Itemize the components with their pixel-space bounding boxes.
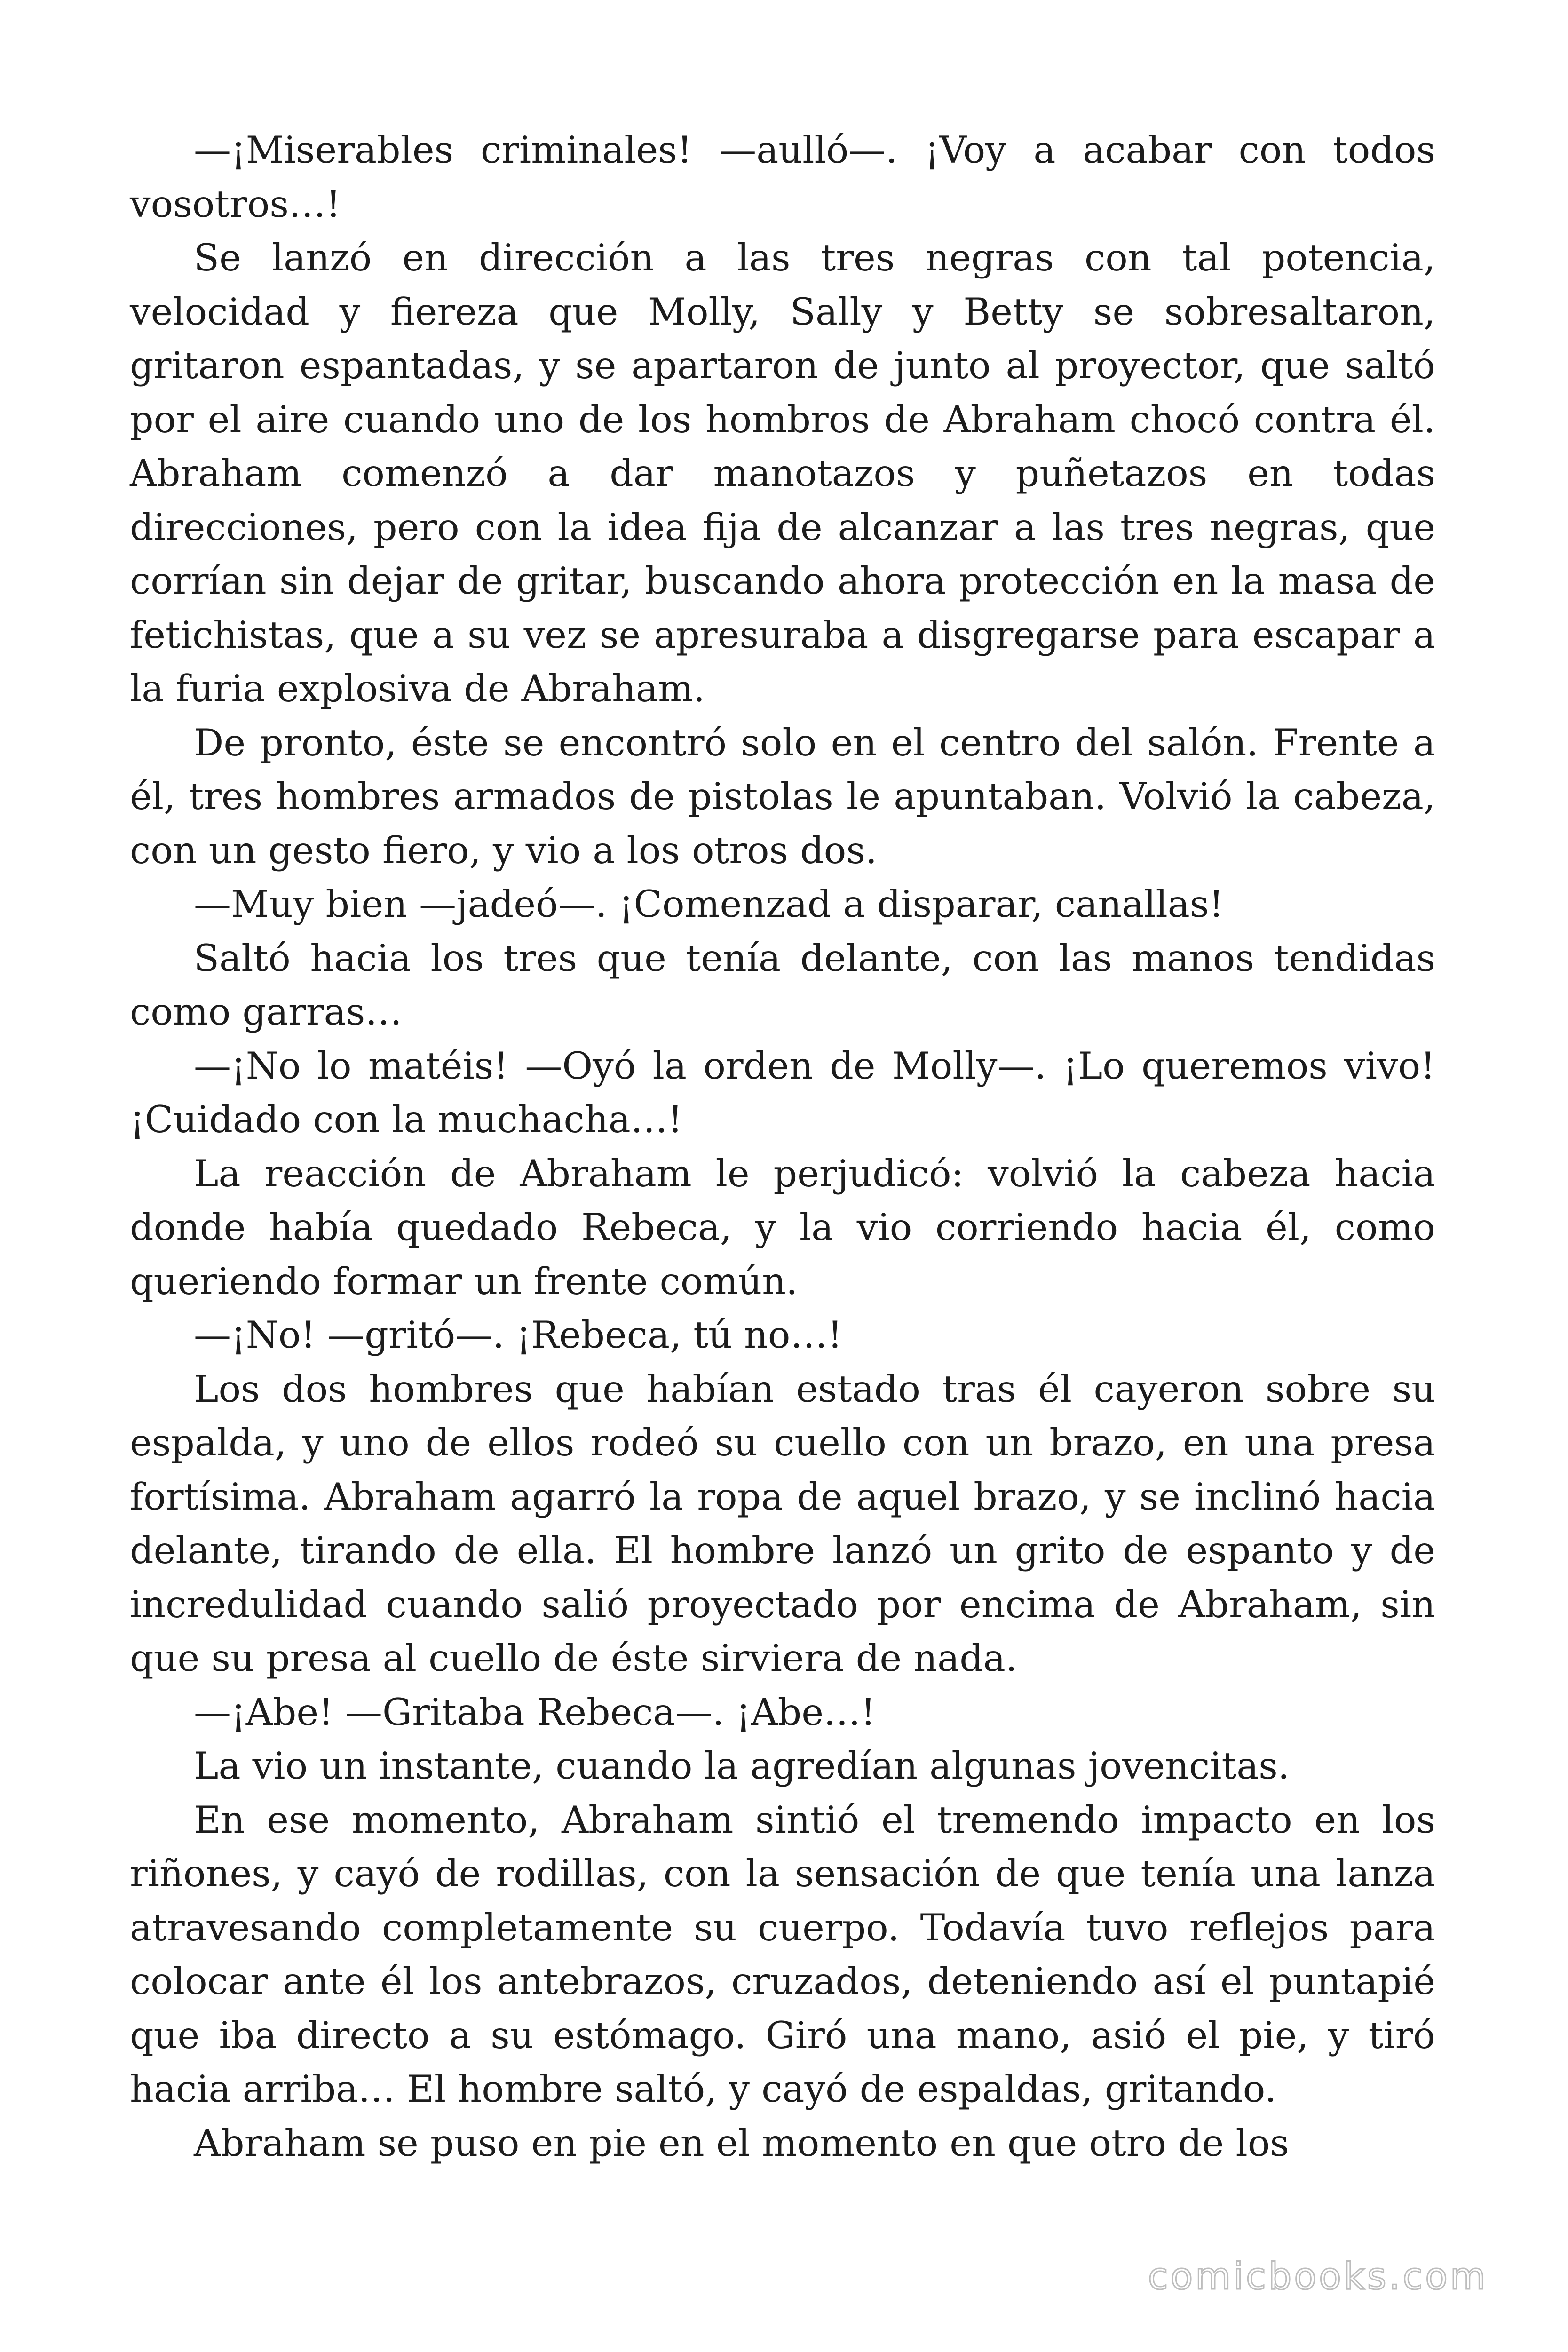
paragraph-3: De pronto, éste se encontró solo en el centro del salón. Frente a él, tres hombres armados de pistolas le apuntaban. Volvió la cabeza, con un gesto fiero, y vio a los otros dos.: [130, 721, 1435, 872]
paragraph-12: En ese momento, Abraham sintió el tremendo impacto en los riñones, y cayó de rodillas, con la sensación de que tenía una lanza atravesando completamente su cuerpo. Todavía tuvo reflejos para colocar ante él los antebrazos, cruzados, deteniendo así el puntapié que iba directo a su estómago. Giró una mano, asió el pie, y tiró hacia arriba… El hombre saltó, y cayó de espaldas, gritando.: [130, 1798, 1435, 2111]
paragraph-7: La reacción de Abraham le perjudicó: volvió la cabeza hacia donde había quedado Rebeca, y la vio corriendo hacia él, como queriendo formar un frente común.: [130, 1152, 1435, 1303]
paragraph-10: —¡Abe! —Gritaba Rebeca—. ¡Abe…!: [194, 1690, 876, 1734]
paragraph-11: La vio un instante, cuando la agredían algunas jovencitas.: [194, 1744, 1290, 1788]
paragraph-4: —Muy bien —jadeó—. ¡Comenzad a disparar, canallas!: [194, 882, 1224, 926]
paragraph-1: —¡Miserables criminales! —aulló—. ¡Voy a acabar con todos vosotros…!: [130, 128, 1435, 226]
body-text: [130, 123, 1435, 2170]
paragraph-8: —¡No! —gritó—. ¡Rebeca, tú no…!: [194, 1313, 843, 1357]
paragraph-5: Saltó hacia los tres que tenía delante, con las manos tendidas como garras…: [130, 936, 1435, 1033]
watermark: comicbooks.com: [1148, 2256, 1488, 2298]
paragraph-2: Se lanzó en dirección a las tres negras con tal potencia, velocidad y fiereza que Molly, Sally y Betty se sobresaltaron, gritaron espantadas, y se apartaron de junto al proyector, que saltó por el aire cuando uno de los hombros de Abraham chocó contra él. Abraham comenzó a dar manotazos y puñetazos en todas direcciones, pero con la idea fija de alcanzar a las tres negras, que corrían sin dejar de gritar, buscando ahora protección en la masa de fetichistas, que a su vez se apresuraba a disgregarse para escapar a la furia explosiva de Abraham.: [130, 236, 1435, 710]
paragraph-6: —¡No lo matéis! —Oyó la orden de Molly—. ¡Lo queremos vivo! ¡Cuidado con la muchacha…!: [130, 1044, 1435, 1141]
paragraph-9: Los dos hombres que habían estado tras él cayeron sobre su espalda, y uno de ellos rodeó su cuello con un brazo, en una presa fortísima. Abraham agarró la ropa de aquel brazo, y se inclinó hacia delante, tirando de ella. El hombre lanzó un grito de espanto y de incredulidad cuando salió proyectado por encima de Abraham, sin que su presa al cuello de éste sirviera de nada.: [130, 1367, 1435, 1680]
paragraph-13: Abraham se puso en pie en el momento en que otro de los: [194, 2121, 1289, 2165]
